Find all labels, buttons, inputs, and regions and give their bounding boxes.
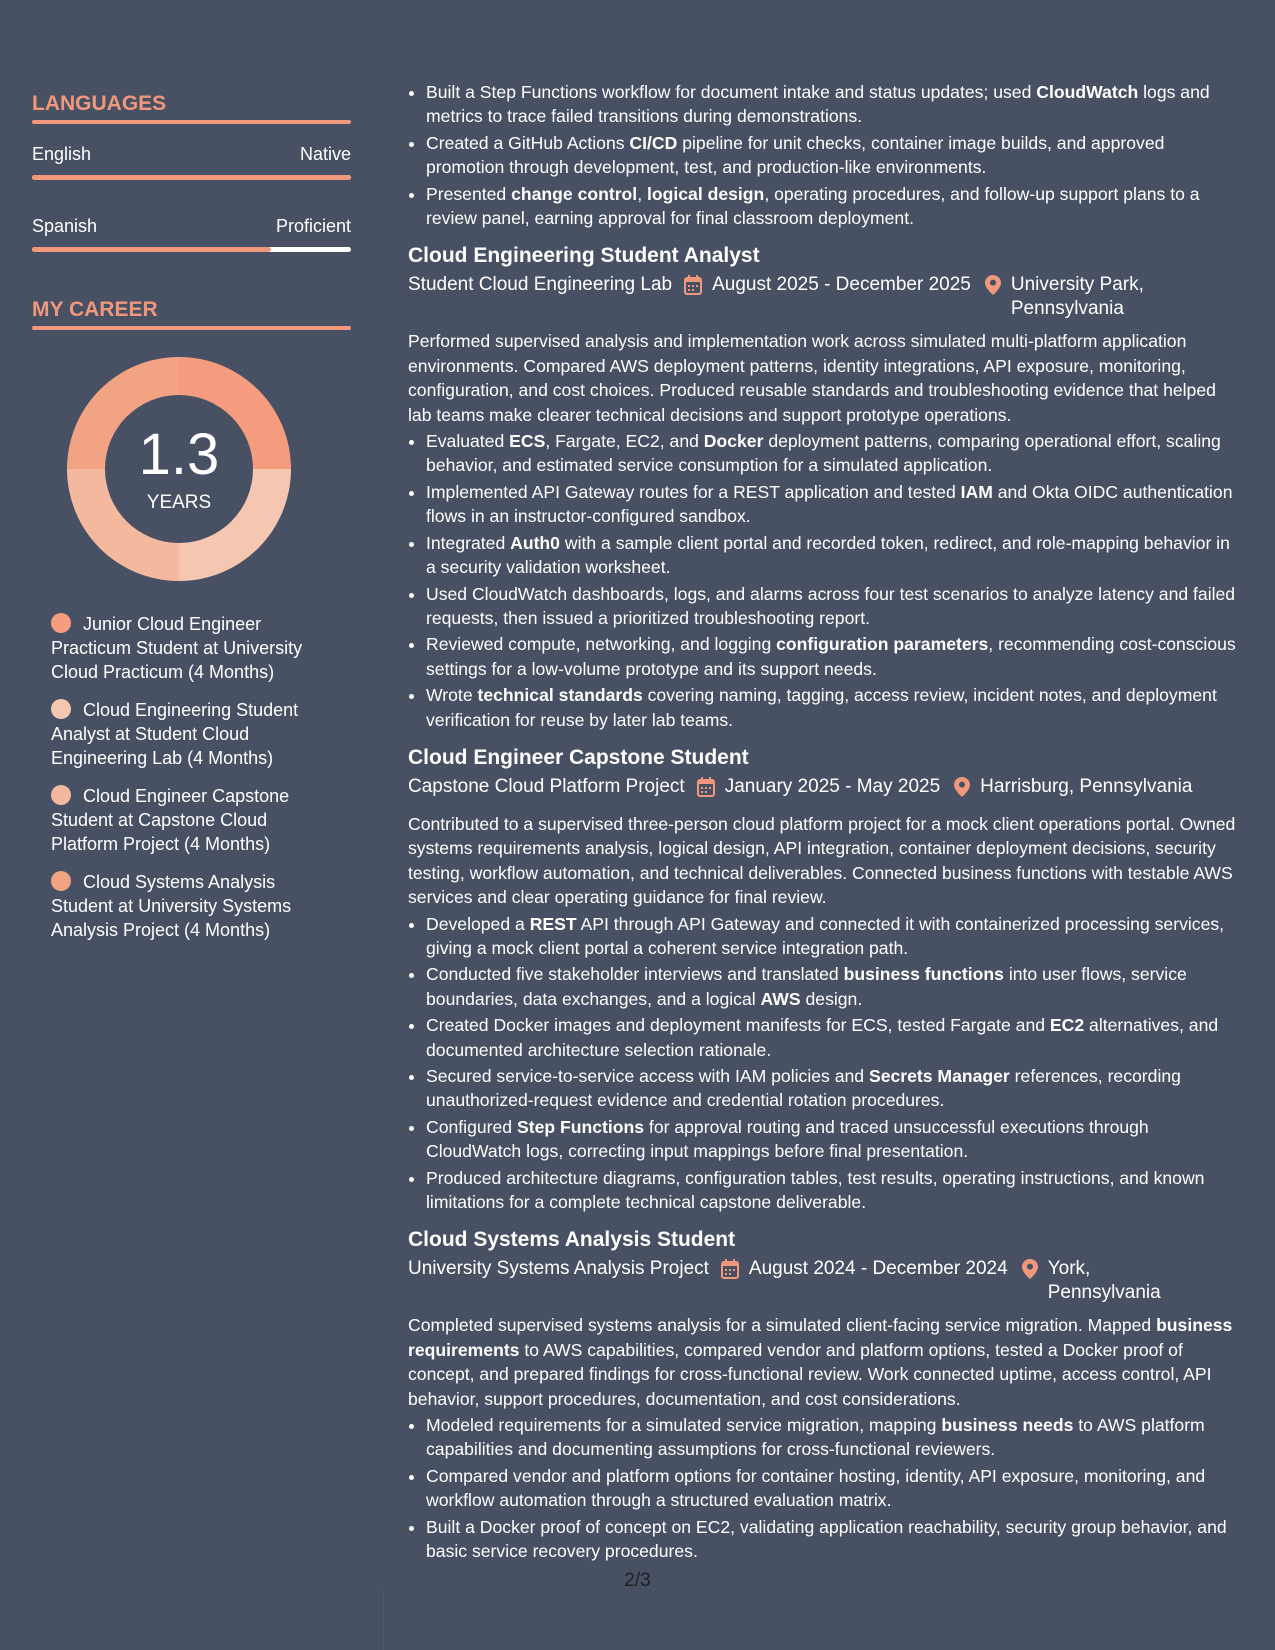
job-description: Contributed to a supervised three-person cloud platform project for a mock client operations portal. Owned systems requirements analysis, logical design, API integration, container deployment decisions, security testing, workflow automation, and technical deliverables. Connected business functions with testable AWS services and clear operating guidance for final review. (408, 813, 1236, 908)
legend-text: Cloud Systems Analysis Student at University Systems Analysis Project (4 Months) (51, 872, 292, 940)
job-company: Student Cloud Engineering Lab (408, 274, 673, 296)
map-pin-icon (1022, 1259, 1038, 1286)
career-years-value: 1.3 (138, 422, 220, 487)
job-location: Harrisburg, Pennsylvania (980, 775, 1193, 797)
bullet-item: • Produced architecture diagrams, configuration tables, test results, operating instructions, and known limitations for a complete technical capstone deliverable. (426, 1166, 1240, 1215)
bullet-item: • Secured service-to-service access with IAM policies and Secrets Manager references, recording unauthorized-request evidence and credential rotation procedures. (426, 1064, 1240, 1113)
legend-text: Cloud Engineering Student Analyst at Student Cloud Engineering Lab (4 Months) (51, 700, 299, 768)
intro-bullet-list (408, 80, 1240, 230)
job-dates: January 2025 - May 2025 (724, 775, 941, 797)
job-dates: August 2025 - December 2025 (712, 274, 971, 296)
job-entry (408, 243, 1240, 732)
career-section (32, 298, 351, 942)
career-legend-item (51, 698, 331, 770)
job-dates: August 2024 - December 2024 (748, 1258, 1008, 1280)
experience-column (408, 80, 1240, 1566)
job-company: Capstone Cloud Platform Project (408, 775, 685, 797)
bullet-item: • Integrated Auth0 with a sample client portal and recorded token, redirect, and role-mapping behavior in a security validation worksheet. (426, 531, 1240, 580)
bullet-item: • Compared vendor and platform options for container hosting, identity, API exposure, monitoring, and workflow automation through a structured evaluation matrix. (426, 1464, 1240, 1513)
bullet-item: • Used CloudWatch dashboards, logs, and alarms across four test scenarios to analyze latency and failed requests, then issued a prioritized troubleshooting report. (426, 582, 1240, 631)
sidebar (32, 92, 351, 956)
bullet-item: • Configured Step Functions for approval routing and traced unsuccessful executions through CloudWatch logs, correcting input mappings before final presentation. (426, 1115, 1240, 1164)
language-bar-english (32, 175, 351, 180)
job-bullet-list (408, 912, 1240, 1215)
languages-section (32, 92, 351, 252)
job-title: Cloud Engineer Capstone Student (408, 745, 749, 769)
language-bar-spanish (32, 247, 351, 252)
career-title: MY CAREER (32, 298, 158, 321)
career-legend-item (51, 612, 331, 684)
bullet-item: • Presented change control, logical design, operating procedures, and follow-up support plans to a review panel, earning approval for final classroom deployment. (426, 182, 1240, 231)
career-donut (66, 356, 292, 582)
calendar-icon (697, 777, 715, 804)
language-level: Native (299, 144, 351, 164)
bullet-item: • Evaluated ECS, Fargate, EC2, and Docker deployment patterns, comparing operational effort, scaling behavior, and estimated service consumption for a simulated application. (426, 429, 1240, 478)
legend-text: Cloud Engineer Capstone Student at Capstone Cloud Platform Project (4 Months) (51, 786, 290, 854)
bullet-item: • Modeled requirements for a simulated service migration, mapping business needs to AWS platform capabilities and documenting assumptions for cross-functional reviewers. (426, 1413, 1240, 1462)
legend-text: Junior Cloud Engineer Practicum Student at University Cloud Practicum (4 Months) (51, 614, 303, 682)
bullet-item: • Created a GitHub Actions CI/CD pipeline for unit checks, container image builds, and approved promotion through development, test, and production-like environments. (426, 131, 1240, 180)
bullet-item: • Wrote technical standards covering naming, tagging, access review, incident notes, and deployment verification for reuse by later lab teams. (426, 683, 1240, 732)
job-title: Cloud Systems Analysis Student (408, 1228, 736, 1252)
career-years-label: YEARS (146, 492, 212, 513)
career-legend (32, 612, 331, 942)
language-bar-fill (32, 175, 351, 180)
bullet-item: • Reviewed compute, networking, and logging configuration parameters, recommending cost-conscious settings for a low-volume prototype and its support needs. (426, 632, 1240, 681)
languages-rule (32, 120, 351, 124)
calendar-icon (684, 275, 702, 302)
language-name: English (32, 144, 92, 164)
languages-title: LANGUAGES (32, 92, 167, 115)
job-location: University Park, Pennsylvania (1010, 274, 1144, 320)
language-level: Proficient (275, 216, 351, 236)
job-description: Completed supervised systems analysis for a simulated client-facing service migration. Mapped business requirements to AWS capabilities, compared vendor and platform options, tested a Docker proof of concept, and prepared findings for cross-functional review. Work connected uptime, access control, API behavior, support procedures, documentation, and cost considerations. (408, 1315, 1233, 1409)
job-company: University Systems Analysis Project (408, 1258, 709, 1280)
language-row-english (32, 144, 351, 165)
career-rule (32, 326, 351, 330)
job-title: Cloud Engineering Student Analyst (408, 244, 760, 268)
language-bar-fill (32, 247, 271, 252)
job-bullet-list (408, 1413, 1240, 1563)
map-pin-icon (954, 777, 970, 804)
language-name: Spanish (32, 216, 98, 236)
job-entry (408, 1227, 1240, 1563)
calendar-icon (721, 1259, 739, 1286)
job-meta (408, 775, 1240, 804)
legend-dot (51, 699, 71, 719)
map-pin-icon (985, 275, 1001, 302)
language-row-spanish (32, 216, 351, 237)
job-meta (408, 1257, 1240, 1305)
career-legend-item (51, 784, 331, 856)
bullet-item: • Created Docker images and deployment manifests for ECS, tested Fargate and EC2 alternatives, and documented architecture selection rationale. (426, 1013, 1240, 1062)
legend-dot (51, 785, 71, 805)
bullet-item: • Conducted five stakeholder interviews and translated business functions into user flows, service boundaries, data exchanges, and a logical AWS design. (426, 962, 1240, 1011)
job-bullet-list (408, 429, 1240, 732)
career-legend-item (51, 870, 331, 942)
bullet-item: • Built a Step Functions workflow for document intake and status updates; used CloudWatch logs and metrics to trace failed transitions during demonstrations. (426, 80, 1240, 129)
job-entry (408, 745, 1240, 1215)
page-number: 2/3 (624, 1570, 651, 1591)
legend-dot (51, 871, 71, 891)
bullet-item: • Developed a REST API through API Gateway and connected it with containerized processing services, giving a mock client portal a coherent service integration path. (426, 912, 1240, 961)
column-divider (383, 1590, 384, 1650)
job-meta (408, 273, 1240, 321)
bullet-item: • Built a Docker proof of concept on EC2, validating application reachability, security group behavior, and basic service recovery procedures. (426, 1515, 1240, 1564)
bullet-item: • Implemented API Gateway routes for a REST application and tested IAM and Okta OIDC authentication flows in an instructor-configured sandbox. (426, 480, 1240, 529)
job-description: Performed supervised analysis and implementation work across simulated multi-platform application environments. Compared AWS deployment patterns, identity integrations, API exposure, monitoring, configuration, and cost choices. Produced reusable standards and troubleshooting evidence that helped lab teams make clearer technical decisions and support prototype operations. (408, 331, 1216, 425)
legend-dot (51, 613, 71, 633)
job-location: York, Pennsylvania (1047, 1258, 1161, 1304)
